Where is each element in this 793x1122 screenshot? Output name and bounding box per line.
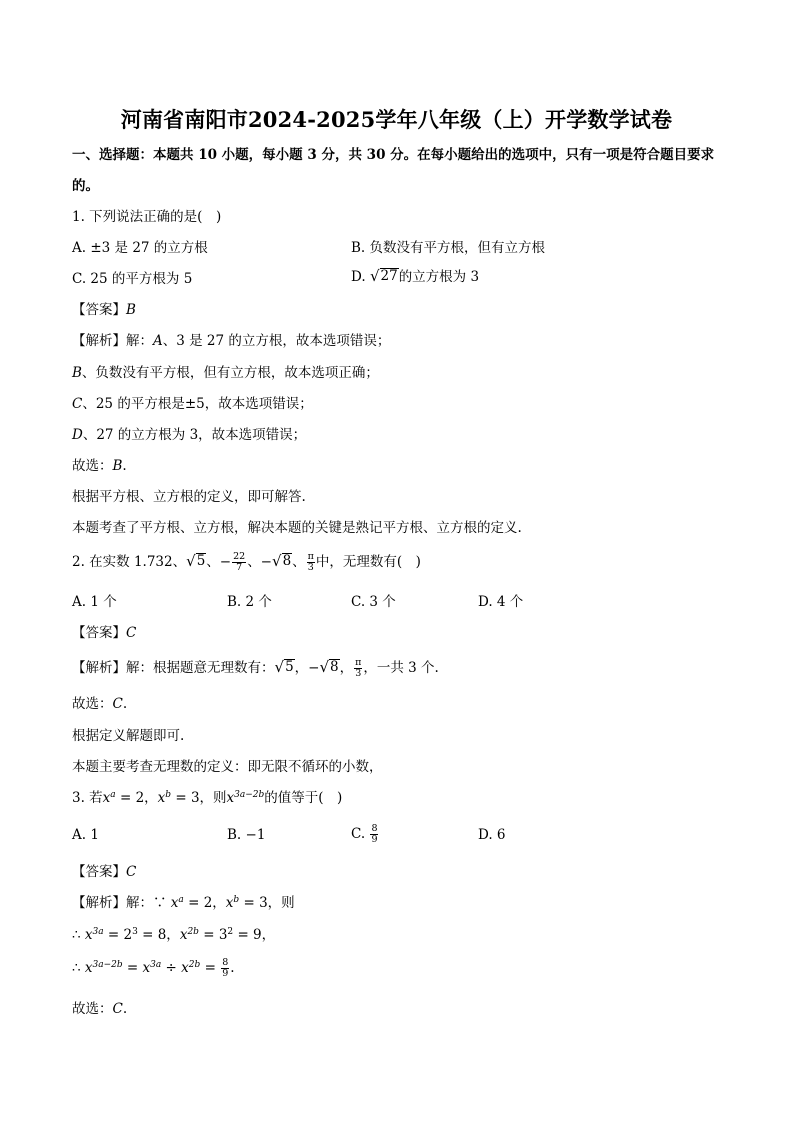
q2-choose — [72, 695, 127, 713]
exponent-3a: 3a — [92, 927, 104, 937]
radicand-5: 5 — [285, 659, 294, 675]
q1-option-d-prefix: D. — [351, 269, 370, 285]
q3-answer — [72, 863, 136, 881]
q3-choose — [72, 1000, 127, 1018]
fraction-8-9 — [370, 824, 378, 845]
analysis-label: 【解析】解：∵ — [72, 895, 171, 911]
q1-choose — [72, 457, 127, 475]
q3-stem-suffix: 的值等于( ) — [264, 790, 343, 806]
analysis-a-text: 、3 是 27 的立方根，故本选项错误； — [162, 333, 391, 349]
var-x: x — [84, 927, 93, 943]
var-x: x — [181, 960, 189, 976]
q3-option-b: B. −1 — [227, 827, 266, 843]
q2-stem-prefix: 2. 在实数 1.732、 — [72, 554, 187, 570]
q2-option-b: B. 2 个 — [227, 594, 272, 610]
answer-label: 【答案】 — [72, 864, 126, 880]
q2-note-1: 根据定义解题即可. — [72, 728, 185, 744]
analysis-c-text: 、25 的平方根是±5，故本选项错误； — [82, 396, 313, 412]
q3-analysis — [72, 894, 295, 912]
choose-value: B — [112, 458, 123, 474]
fraction-pi-3 — [307, 552, 315, 573]
exponent-a: a — [110, 790, 116, 800]
choose-value: C — [112, 696, 123, 712]
exponent-b: b — [233, 895, 240, 905]
q1-option-b: B. 负数没有平方根，但有立方根 — [351, 240, 546, 256]
q2-stem — [72, 552, 421, 573]
section-heading: 一、选择题：本题共 10 小题，每小题 3 分，共 30 分。在每小题给出的选项中，只有一项是符合题目要求 — [72, 147, 715, 163]
choose-suffix: . — [122, 1001, 128, 1017]
numerator: 22 — [233, 551, 246, 562]
equals: = — [200, 960, 221, 976]
q1-analysis-a — [72, 332, 390, 350]
denominator: 9 — [371, 834, 378, 845]
option-c-prefix: C. — [351, 826, 370, 842]
exponent-b: b — [165, 790, 172, 800]
equals-8: = 8， — [137, 927, 180, 943]
q3-step-2 — [72, 958, 235, 979]
q1-option-d — [351, 268, 479, 286]
analysis-label: 【解析】解：根据题意无理数有： — [72, 660, 275, 676]
analysis-suffix: ，一共 3 个. — [363, 660, 439, 676]
q3-stem-prefix: 3. 若 — [72, 790, 103, 806]
answer-value: C — [126, 864, 137, 880]
answer-value: C — [126, 625, 137, 641]
separator: ， — [339, 660, 354, 676]
exponent-2b: 2b — [188, 960, 201, 970]
choose-value: C — [112, 1001, 123, 1017]
q2-option-a: A. 1 个 — [72, 594, 117, 610]
separator: 、− — [247, 554, 272, 570]
sqrt-27: √ 27 — [369, 267, 398, 285]
equals-2: = 2， — [183, 895, 226, 911]
therefore-symbol: ∴ — [72, 960, 85, 976]
q2-note-2: 本题主要考查无理数的定义：即无限不循环的小数， — [72, 759, 383, 775]
therefore-symbol: ∴ — [72, 927, 85, 943]
var-x: x — [225, 895, 234, 911]
q2-option-d: D. 4 个 — [478, 594, 524, 610]
period: . — [230, 960, 235, 976]
q2-analysis — [72, 658, 439, 679]
choose-label: 故选： — [72, 458, 113, 474]
q1-analysis-c — [72, 395, 313, 413]
numerator: 8 — [222, 957, 229, 968]
numerator: π — [355, 657, 362, 668]
choose-label: 故选： — [72, 1001, 113, 1017]
q2-stem-suffix: 中，无理数有( ) — [315, 554, 421, 570]
radicand-8: 8 — [330, 659, 339, 675]
radicand-8: 8 — [282, 553, 292, 569]
exponent-3a: 3a — [150, 960, 162, 970]
equals-2: = 2 — [103, 927, 133, 943]
q3-stem — [72, 789, 342, 807]
var-d: D — [72, 427, 83, 443]
page-title: 河南省南阳市2024-2025学年八年级（上）开学数学试卷 — [120, 107, 673, 132]
q1-stem: 1. 下列说法正确的是( ) — [72, 209, 222, 225]
numerator: 8 — [371, 823, 378, 834]
var-x: x — [179, 927, 188, 943]
q1-note-1: 根据平方根、立方根的定义，即可解答. — [72, 489, 306, 505]
fraction-8-9 — [221, 958, 229, 979]
divide-symbol: ÷ — [161, 960, 182, 976]
choose-suffix: . — [122, 696, 128, 712]
var-x: x — [84, 960, 93, 976]
equals: = — [122, 960, 143, 976]
q3-option-d: D. 6 — [478, 827, 506, 843]
sqrt-8: √ 8 — [272, 552, 292, 570]
fraction-22-7 — [232, 552, 246, 573]
answer-label: 【答案】 — [72, 302, 126, 318]
analysis-b-text: 、负数没有平方根，但有立方根，故本选项正确； — [81, 365, 379, 381]
exponent-3: 3 — [132, 927, 138, 937]
denominator: 3 — [355, 668, 362, 679]
var-x: x — [102, 790, 111, 806]
q1-answer — [72, 301, 136, 319]
var-x: x — [226, 790, 235, 806]
choose-label: 故选： — [72, 696, 113, 712]
exponent-3a-2b: 3a−2b — [234, 790, 265, 800]
separator: 、− — [206, 554, 232, 570]
fraction-pi-3 — [354, 658, 362, 679]
q1-option-c: C. 25 的平方根为 5 — [72, 271, 193, 287]
answer-value: B — [126, 302, 136, 318]
q1-analysis-d — [72, 426, 306, 444]
separator: 、 — [292, 554, 306, 570]
answer-label: 【答案】 — [72, 625, 126, 641]
q1-note-2: 本题考查了平方根、立方根，解决本题的关键是熟记平方根、立方根的定义. — [72, 520, 522, 536]
denominator: 7 — [236, 562, 243, 573]
q1-analysis-b — [72, 364, 379, 382]
radicand-5: 5 — [196, 553, 206, 569]
choose-suffix: . — [122, 458, 127, 474]
radicand-27: 27 — [380, 268, 398, 284]
var-a: A — [153, 333, 163, 349]
analysis-label: 【解析】解： — [72, 333, 153, 349]
q2-answer — [72, 624, 136, 642]
var-c: C — [72, 396, 83, 412]
numerator: π — [307, 551, 314, 562]
sqrt-8: √ 8 — [319, 658, 339, 676]
q1-option-d-suffix: 的立方根为 3 — [398, 269, 480, 285]
var-x: x — [170, 895, 179, 911]
equals-2: = 2， — [115, 790, 158, 806]
denominator: 9 — [222, 968, 229, 979]
var-x: x — [157, 790, 166, 806]
sqrt-5: √ 5 — [186, 552, 206, 570]
exponent-2: 2 — [227, 927, 234, 937]
q3-option-c — [351, 824, 379, 845]
exponent-3a-2b: 3a−2b — [92, 960, 123, 970]
section-heading-cont: 的。 — [72, 178, 99, 194]
exponent-a: a — [178, 895, 184, 905]
analysis-d-text: 、27 的立方根为 3，故本选项错误； — [82, 427, 307, 443]
q2-option-c: C. 3 个 — [351, 594, 396, 610]
equals-3: = 3，则 — [239, 895, 295, 911]
denominator: 3 — [307, 562, 314, 573]
sqrt-5: √ 5 — [274, 658, 294, 676]
equals-3: = 3，则 — [171, 790, 227, 806]
q3-step-1 — [72, 926, 275, 944]
var-b: B — [72, 365, 82, 381]
separator: ，− — [294, 660, 320, 676]
equals-3: = 3 — [198, 927, 228, 943]
exponent-2b: 2b — [187, 927, 199, 937]
q1-option-a: A. ±3 是 27 的立方根 — [72, 240, 208, 256]
equals-9: = 9， — [233, 927, 276, 943]
var-x: x — [142, 960, 151, 976]
q3-option-a: A. 1 — [72, 827, 99, 843]
